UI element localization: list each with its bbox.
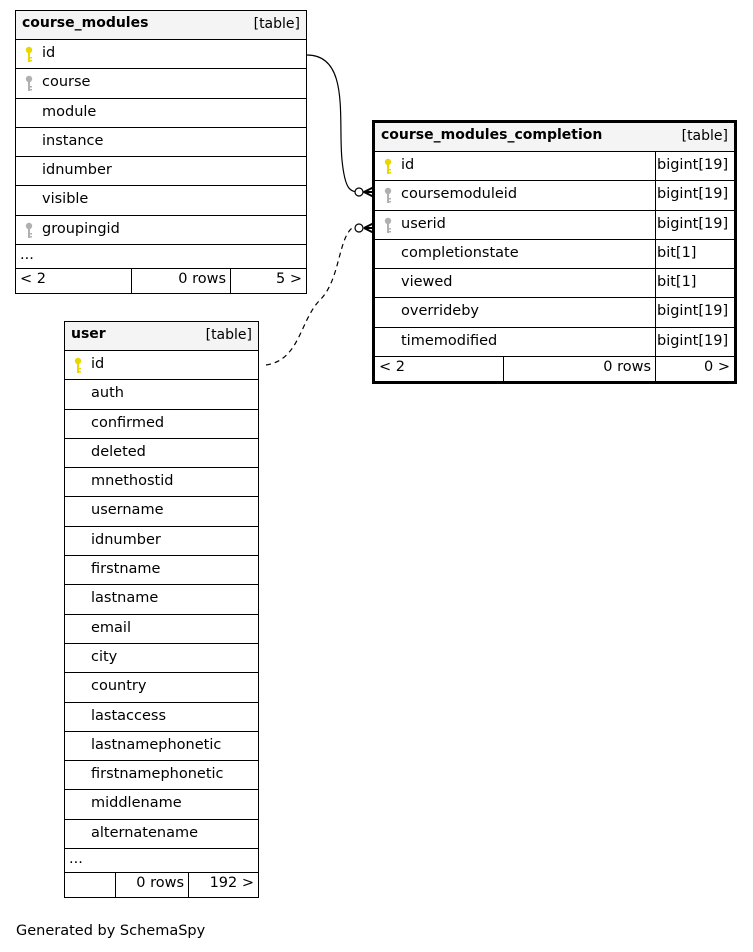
generated-by-note: Generated by SchemaSpy — [16, 923, 206, 939]
column-type: bigint[19] — [657, 332, 729, 349]
column-name: viewed — [401, 274, 453, 291]
relationship-user-to-completion — [266, 228, 374, 365]
column-name: overrideby — [401, 303, 479, 320]
table-kind: [table] — [205, 327, 252, 343]
zero-or-more-marker — [355, 224, 363, 232]
column-name: userid — [401, 215, 446, 232]
column-name: visible — [42, 191, 89, 208]
children-count: 5 > — [276, 271, 302, 288]
children-count: 0 > — [704, 359, 730, 376]
table-name: course_modules — [22, 15, 149, 31]
table-name: user — [71, 326, 106, 342]
table-kind: [table] — [681, 128, 728, 144]
column-name: course — [42, 74, 91, 91]
row-count: 0 rows — [136, 875, 184, 892]
column-type: bigint[19] — [657, 157, 729, 173]
column-name: confirmed — [91, 414, 165, 431]
column-name: lastaccess — [91, 707, 167, 724]
column-name: timemodified — [401, 332, 498, 349]
row-count: 0 rows — [603, 359, 651, 376]
relationship-course-modules-to-completion — [307, 55, 374, 192]
crows-foot-marker — [364, 223, 374, 233]
column-name: alternatename — [91, 824, 199, 841]
children-count: 192 > — [209, 875, 254, 892]
column-name: email — [91, 619, 131, 636]
column-type: bigint[19] — [657, 186, 729, 203]
zero-or-more-marker — [355, 188, 363, 196]
column-name: instance — [42, 132, 104, 149]
column-name: middlename — [91, 795, 182, 812]
parents-count: < 2 — [379, 359, 405, 376]
more-columns: ... — [16, 245, 306, 269]
column-name: idnumber — [42, 162, 112, 179]
column-name: id — [401, 157, 415, 173]
column-name: id — [91, 356, 105, 372]
column-name: firstnamephonetic — [91, 766, 224, 783]
crows-foot-marker — [364, 187, 374, 197]
column-type: bigint[19] — [657, 303, 729, 320]
column-name: module — [42, 103, 97, 120]
column-name: mnethostid — [91, 473, 174, 490]
column-type: bit[1] — [657, 274, 697, 291]
column-type: bit[1] — [657, 244, 697, 261]
column-type: bigint[19] — [657, 215, 729, 232]
more-columns: ... — [65, 849, 258, 873]
column-name: completionstate — [401, 244, 519, 261]
table-name: course_modules_completion — [381, 127, 603, 143]
column-name: id — [42, 45, 56, 61]
column-name: country — [91, 678, 147, 695]
table-kind: [table] — [253, 16, 300, 32]
column-name: groupingid — [42, 220, 120, 237]
column-name: firstname — [91, 561, 161, 578]
parents-count: < 2 — [20, 271, 46, 288]
column-name: coursemoduleid — [401, 186, 518, 203]
row-count: 0 rows — [178, 271, 226, 288]
column-name: lastname — [91, 590, 159, 607]
column-name: auth — [91, 385, 124, 402]
column-name: deleted — [91, 443, 146, 460]
column-name: lastnamephonetic — [91, 736, 222, 753]
column-name: city — [91, 648, 118, 665]
column-name: username — [91, 502, 164, 519]
column-name: idnumber — [91, 531, 161, 548]
